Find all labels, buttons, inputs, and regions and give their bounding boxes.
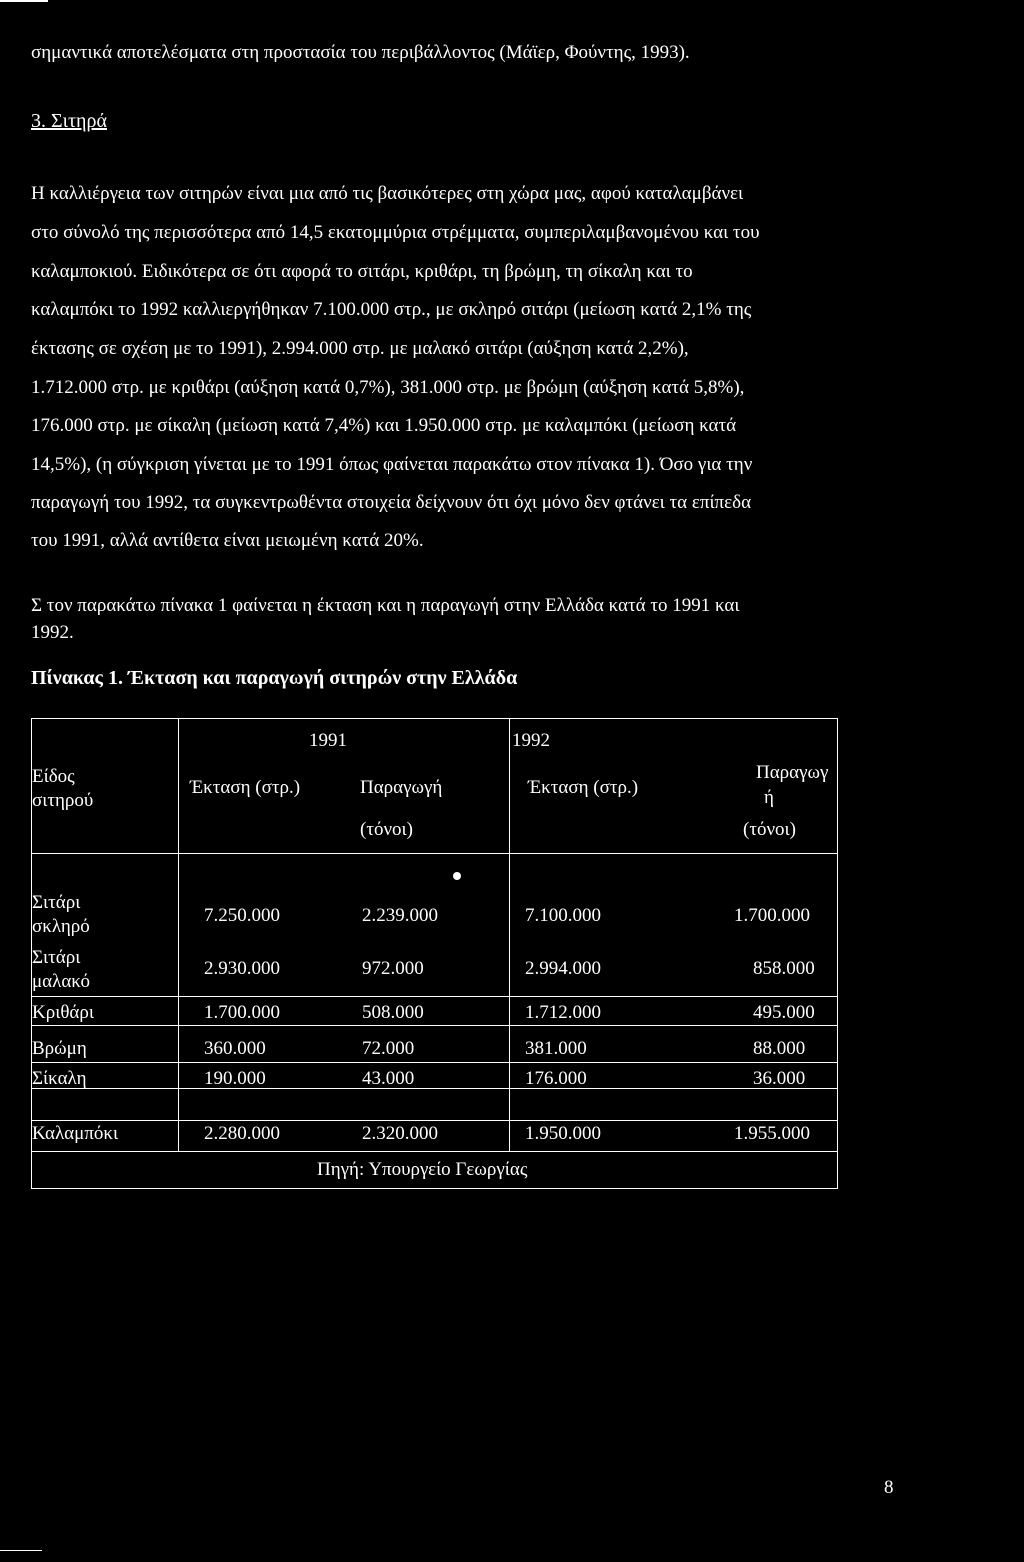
paragraph-line: 1992. [31, 622, 74, 643]
row-value: 972.000 [362, 958, 424, 979]
row-crop: Σιτάρι [32, 947, 81, 968]
table-rule [31, 1120, 838, 1121]
paragraph-line: καλαμπόκι το 1992 καλλιεργήθηκαν 7.100.000 στρ., με σκληρό σιτάρι (μείωση κατά 2,1% της [31, 299, 752, 320]
row-value: 7.250.000 [204, 905, 280, 926]
row-value: 2.320.000 [362, 1123, 438, 1144]
row-value: 1.700.000 [734, 905, 810, 926]
paragraph-line: παραγωγή του 1992, τα συγκεντρωθέντα στοιχεία δείχνουν ότι όχι μόνο δεν φτάνει τα επίπεδα [31, 492, 752, 513]
crops-table [31, 718, 838, 1189]
row-value: 7.100.000 [525, 905, 601, 926]
row-crop: σκληρό [32, 916, 90, 937]
row-crop: Βρώμη [32, 1038, 87, 1059]
row-crop: Καλαμπόκι [32, 1123, 119, 1144]
table-rule [31, 1062, 838, 1063]
paragraph-line: 176.000 στρ. με σίκαλη (μείωση κατά 7,4%) και 1.950.000 στρ. με καλαμπόκι (μείωση κατά [31, 415, 737, 436]
row-value: 2.239.000 [362, 905, 438, 926]
header-crop: σιτηρού [32, 790, 94, 811]
header-production-1991-unit: (τόνοι) [360, 819, 413, 840]
paragraph-line: του 1991, αλλά αντίθετα είναι μειωμένη κατά 20%. [31, 530, 424, 551]
header-year-1992: 1992 [512, 730, 550, 751]
row-value: 360.000 [204, 1038, 266, 1059]
bottom-rule [0, 1550, 42, 1551]
row-crop: Κριθάρι [32, 1002, 94, 1023]
row-value: 72.000 [362, 1038, 415, 1059]
paragraph-line: Η καλλιέργεια των σιτηρών είναι μια από τις βασικότερες στη χώρα μας, αφού καταλαμβάνει [31, 183, 744, 204]
row-value: 858.000 [753, 958, 815, 979]
header-crop: Είδος [32, 766, 75, 787]
header-area-1991: Έκταση (στρ.) [190, 777, 301, 798]
row-value: 1.950.000 [525, 1123, 601, 1144]
table-rule [178, 718, 179, 1152]
row-value: 508.000 [362, 1002, 424, 1023]
header-production-1992: ή [764, 787, 774, 808]
paragraph-line: Σ τον παρακάτω πίνακα 1 φαίνεται η έκταση και η παραγωγή στην Ελλάδα κατά το 1991 και [31, 595, 740, 616]
table-rule [31, 996, 838, 997]
row-value: 1.700.000 [204, 1002, 280, 1023]
paragraph-line: 14,5%), (η σύγκριση γίνεται με το 1991 όπως φαίνεται παρακάτω στον πίνακα 1). Όσο για την [31, 454, 753, 475]
row-value: 1.955.000 [734, 1123, 810, 1144]
table-rule [31, 1188, 838, 1189]
table-rule [31, 1088, 838, 1089]
page-number: 8 [884, 1477, 894, 1498]
row-value: 36.000 [753, 1068, 806, 1089]
table-source: Πηγή: Υπουργείο Γεωργίας [317, 1159, 528, 1180]
header-production-1991: Παραγωγή [360, 777, 443, 798]
row-crop: Σίκαλη [32, 1068, 87, 1089]
paragraph-line: καλαμποκιού. Ειδικότερα σε ότι αφορά το σιτάρι, κριθάρι, τη βρώμη, τη σίκαλη και το [31, 261, 693, 282]
table-rule [31, 853, 838, 854]
table-rule [31, 1025, 838, 1026]
section-heading: 3. Σιτηρά [31, 110, 107, 132]
row-value: 190.000 [204, 1068, 266, 1089]
bullet-dot [453, 872, 461, 880]
row-value: 2.280.000 [204, 1123, 280, 1144]
paragraph-line: 1.712.000 στρ. με κριθάρι (αύξηση κατά 0,7%), 381.000 στρ. με βρώμη (αύξηση κατά 5,8%), [31, 377, 745, 398]
row-value: 88.000 [753, 1038, 806, 1059]
row-value: 2.994.000 [525, 958, 601, 979]
table-rule [509, 718, 510, 1152]
row-value: 495.000 [753, 1002, 815, 1023]
top-rule [0, 0, 48, 2]
paragraph-line: έκτασης σε σχέση με το 1991), 2.994.000 στρ. με μαλακό σιτάρι (αύξηση κατά 2,2%), [31, 338, 689, 359]
row-value: 381.000 [525, 1038, 587, 1059]
paragraph-line: στο σύνολό της περισσότερα από 14,5 εκατομμύρια στρέμματα, συμπεριλαμβανομένου και του [31, 222, 760, 243]
row-crop: μαλακό [32, 971, 90, 992]
row-value: 1.712.000 [525, 1002, 601, 1023]
table-rule [837, 718, 838, 1189]
row-value: 176.000 [525, 1068, 587, 1089]
row-value: 2.930.000 [204, 958, 280, 979]
header-year-1991: 1991 [309, 730, 347, 751]
table-title: Πίνακας 1. Έκταση και παραγωγή σιτηρών στην Ελλάδα [31, 667, 518, 689]
table-rule [31, 1151, 838, 1152]
header-production-1992-unit: (τόνοι) [743, 819, 796, 840]
header-production-1992: Παραγωγ [756, 762, 829, 783]
row-value: 43.000 [362, 1068, 415, 1089]
paragraph-line: σημαντικά αποτελέσματα στη προστασία του περιβάλλοντος (Μάϊερ, Φούντης, 1993). [31, 42, 690, 63]
row-crop: Σιτάρι [32, 892, 81, 913]
table-rule [31, 718, 838, 719]
header-area-1992: Έκταση (στρ.) [528, 777, 639, 798]
